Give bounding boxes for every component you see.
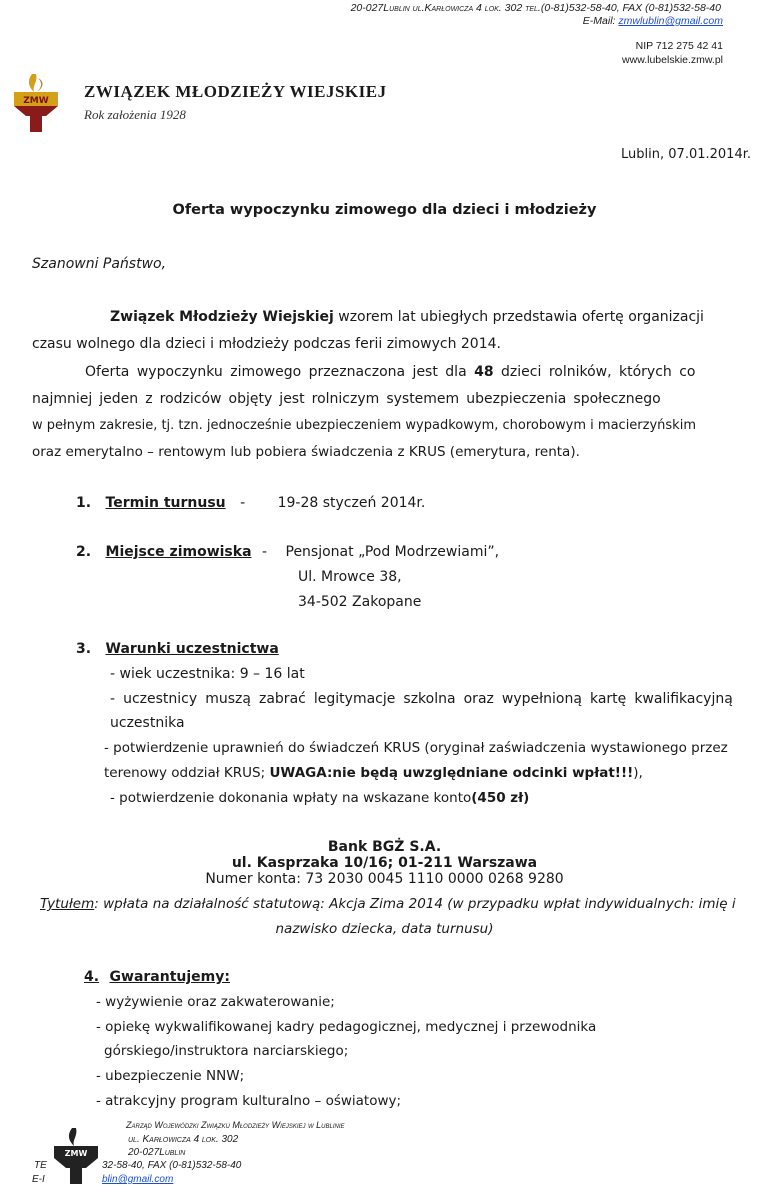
intro-rest: wzorem lat ubiegłych przedstawia ofertę organizacji — [333, 309, 704, 325]
logo-text: ZMW — [23, 96, 49, 106]
condition-payment — [110, 790, 529, 806]
condition-age: - wiek uczestnika: 9 – 16 lat — [110, 666, 305, 682]
section-1 — [76, 495, 425, 511]
offer-line-4: oraz emerytalno – rentowym lub pobiera świadczenia z KRUS (emerytura, renta). — [32, 444, 580, 460]
org-bold: Związek Młodzieży Wiejskiej — [110, 309, 334, 325]
section-2-sep: - — [261, 544, 268, 560]
condition-krus-2 — [104, 765, 643, 781]
guarantee-food: - wyżywienie oraz zakwaterowanie; — [96, 994, 335, 1010]
section-1-sep: - — [240, 495, 246, 511]
section-3-label: Warunki uczestnictwa — [105, 641, 279, 657]
website-link[interactable]: www.lubelskie.zmw.pl — [622, 54, 723, 66]
payment-text: - potwierdzenie dokonania wpłaty na wskazane konto — [110, 790, 472, 806]
condition-documents-1: - uczestnicy muszą zabrać legitymacje szkolna oraz wypełnioną kartę kwalifikacyjną — [110, 691, 733, 707]
condition-krus-1: - potwierdzenie uprawnień do świadczeń KRUS (oryginał zaświadczenia wystawionego przez — [104, 740, 728, 756]
stamp-line-4: 32-58-40, FAX (0-81)532-58-40 — [102, 1160, 242, 1171]
stamp-logo-text: ZMW — [64, 1149, 88, 1158]
venue-name: Pensjonat „Pod Modrzewiami”, — [285, 544, 500, 560]
term-dates: 19-28 styczeń 2014r. — [277, 495, 426, 511]
zmw-logo — [12, 72, 60, 134]
krus-close: ), — [633, 765, 643, 781]
guarantee-staff-2: górskiego/instruktora narciarskiego; — [104, 1043, 349, 1059]
email-label: E-Mail: — [582, 15, 616, 27]
payment-title-line-1 — [40, 896, 736, 912]
offer-text-b: dzieci rolników, których co — [493, 364, 696, 380]
date-line: Lublin, 07.01.2014r. — [621, 147, 751, 162]
bank-account: Numer konta: 73 2030 0045 1110 0000 0268 9280 — [205, 871, 564, 887]
stamp-line-4-prefix: TE — [34, 1160, 47, 1171]
header-address: 20-027Lublin ul.Karłowicza 4 lok. 302 tel.(0-81)532-58-40, FAX (0-81)532-58-40 — [350, 2, 721, 14]
krus-text: terenowy oddział KRUS; — [104, 765, 270, 781]
payment-title-line-2: nazwisko dziecka, data turnusu) — [275, 921, 494, 937]
bank-address: ul. Kasprzaka 10/16; 01-211 Warszawa — [231, 855, 538, 871]
intro-line-2: czasu wolnego dla dzieci i młodzieży podczas ferii zimowych 2014. — [32, 336, 501, 352]
section-2-number: 2. — [76, 544, 92, 560]
stamp-line-3: 20-027Lublin — [128, 1147, 186, 1158]
stamp-line-5-prefix: E-I — [32, 1174, 45, 1185]
guarantee-insurance: - ubezpieczenie NNW; — [96, 1068, 245, 1084]
offer-line-1 — [85, 364, 696, 380]
payment-amount: (450 zł) — [471, 790, 530, 806]
header-email-line — [583, 15, 723, 27]
condition-documents-2: uczestnika — [110, 715, 185, 731]
offer-line-3: w pełnym zakresie, tj. tzn. jednocześnie ubezpieczeniem wypadkowym, chorobowym i macierzyńskim — [32, 418, 696, 433]
stamp-logo — [52, 1126, 100, 1184]
greeting: Szanowni Państwo, — [32, 256, 167, 272]
document-title: Oferta wypoczynku zimowego dla dzieci i młodzieży — [172, 202, 597, 218]
section-4-number: 4. — [84, 969, 100, 985]
stamp-line-1: Zarząd Wojewódzki Związku Młodzieży Wiejskiej w Lublinie — [126, 1120, 345, 1130]
stamp-line-2: ul. Karłowicza 4 lok. 302 — [128, 1134, 239, 1145]
section-3-number: 3. — [76, 641, 92, 657]
venue-city: 34-502 Zakopane — [298, 594, 422, 610]
participant-count: 48 — [474, 364, 494, 380]
warning-text: UWAGA:nie będą uwzględniane odcinki wpłat!!! — [269, 765, 634, 781]
venue-street: Ul. Mrowce 38, — [298, 569, 402, 585]
section-4-label: Gwarantujemy: — [109, 969, 230, 985]
section-1-number: 1. — [76, 495, 92, 511]
payment-title-text: : wpłata na działalność statutową: Akcja Zima 2014 (w przypadku wpłat indywidualnych: imię i — [94, 896, 736, 912]
guarantee-staff-1: - opiekę wykwalifikowanej kadry pedagogicznej, medycznej i przewodnika — [96, 1019, 597, 1035]
org-name: ZWIĄZEK MŁODZIEŻY WIEJSKIEJ — [84, 82, 387, 101]
section-3 — [76, 641, 279, 657]
nip-number: NIP 712 275 42 41 — [635, 40, 723, 52]
section-2 — [76, 544, 499, 560]
section-2-label: Miejsce zimowiska — [105, 544, 252, 560]
payment-title-label: Tytułem — [40, 896, 95, 912]
section-1-label: Termin turnusu — [105, 495, 226, 511]
guarantee-program: - atrakcyjny program kulturalno – oświatowy; — [96, 1093, 402, 1109]
founded-year: Rok założenia 1928 — [84, 107, 186, 122]
bank-name: Bank BGŻ S.A. — [327, 839, 442, 855]
offer-text-a: Oferta wypoczynku zimowego przeznaczona jest dla — [85, 364, 475, 380]
section-4 — [84, 969, 230, 985]
intro-line-1 — [110, 309, 704, 325]
offer-line-2: najmniej jeden z rodziców objęty jest rolniczym systemem ubezpieczenia społecznego — [32, 391, 661, 407]
stamp-email-link[interactable]: blin@gmail.com — [102, 1174, 174, 1185]
header-email-link[interactable]: zmwlublin@gmail.com — [618, 15, 723, 27]
